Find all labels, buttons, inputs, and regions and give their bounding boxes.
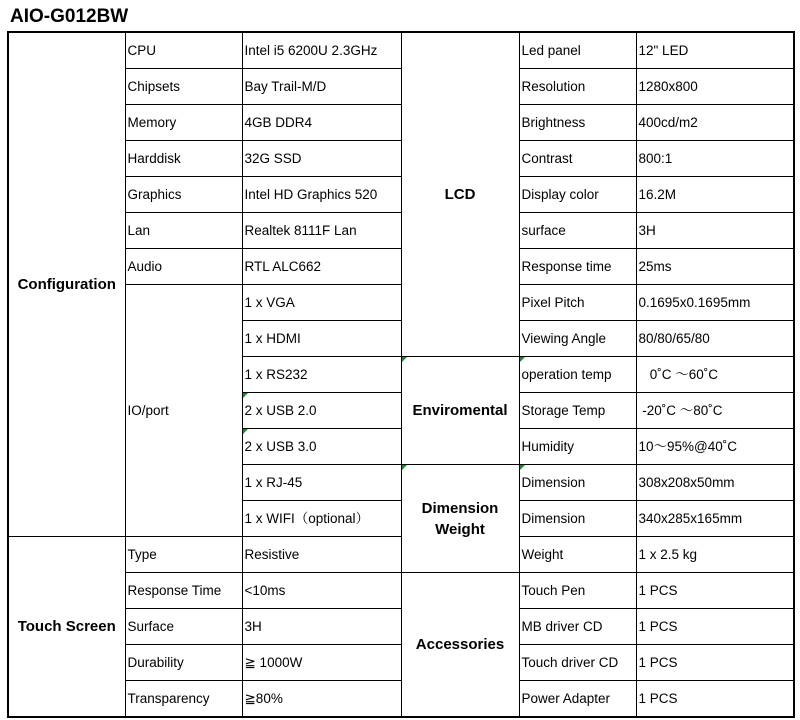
spec-label-surface: Surface <box>125 609 242 645</box>
spec-label-type: Type <box>125 537 242 573</box>
spec-label-power-adapter: Power Adapter <box>519 681 636 718</box>
spec-label-storage-temp: Storage Temp <box>519 393 636 429</box>
spec-value-memory: 4GB DDR4 <box>242 105 401 141</box>
product-title: AIO-G012BW <box>10 6 129 27</box>
spec-value-response-time: <10ms <box>242 573 401 609</box>
spec-value-graphics: Intel HD Graphics 520 <box>242 177 401 213</box>
spec-label-transparency: Transparency <box>125 681 242 718</box>
spec-label-touch-driver-cd: Touch driver CD <box>519 645 636 681</box>
group-dimension-weight: Dimension Weight <box>401 465 519 573</box>
spec-value-io-wifi: 1 x WIFI（optional） <box>242 501 401 537</box>
spec-label-harddisk: Harddisk <box>125 141 242 177</box>
spec-value-io-usb3: 2 x USB 3.0 <box>242 429 401 465</box>
spec-value-lan: Realtek 8111F Lan <box>242 213 401 249</box>
spec-value-resolution: 1280x800 <box>636 69 794 105</box>
spec-label-contrast: Contrast <box>519 141 636 177</box>
spec-value-response-time-lcd: 25ms <box>636 249 794 285</box>
table-row <box>8 32 794 69</box>
spec-value-storage-temp: -20˚C ～80˚C <box>636 393 794 429</box>
spec-value-io-usb2: 2 x USB 2.0 <box>242 393 401 429</box>
spec-label-chipsets: Chipsets <box>125 69 242 105</box>
spec-value-durability: ≧ 1000W <box>242 645 401 681</box>
group-configuration: Configuration <box>8 32 125 537</box>
spec-label-led-panel: Led panel <box>519 32 636 69</box>
spec-label-surface-lcd: surface <box>519 213 636 249</box>
group-touch-screen: Touch Screen <box>8 537 125 718</box>
spec-value-brightness: 400cd/m2 <box>636 105 794 141</box>
spec-value-cpu: Intel i5 6200U 2.3GHz <box>242 32 401 69</box>
spec-label-response-time-lcd: Response time <box>519 249 636 285</box>
spec-value-io-hdmi: 1 x HDMI <box>242 321 401 357</box>
spec-value-display-color: 16.2M <box>636 177 794 213</box>
spec-label-lan: Lan <box>125 213 242 249</box>
spec-value-viewing-angle: 80/80/65/80 <box>636 321 794 357</box>
spec-label-response-time: Response Time <box>125 573 242 609</box>
spec-value-touch-driver-cd: 1 PCS <box>636 645 794 681</box>
spec-label-mb-driver-cd: MB driver CD <box>519 609 636 645</box>
spec-value-io-rj45: 1 x RJ-45 <box>242 465 401 501</box>
spec-label-cpu: CPU <box>125 32 242 69</box>
spec-value-surface: 3H <box>242 609 401 645</box>
spec-value-pixel-pitch: 0.1695x0.1695mm <box>636 285 794 321</box>
spec-value-chipsets: Bay Trail-M/D <box>242 69 401 105</box>
spec-label-pixel-pitch: Pixel Pitch <box>519 285 636 321</box>
spec-value-io-vga: 1 x VGA <box>242 285 401 321</box>
spec-value-led-panel: 12" LED <box>636 32 794 69</box>
spec-label-dimension-1: Dimension <box>519 465 636 501</box>
spec-label-io-port: IO/port <box>125 285 242 537</box>
spec-label-humidity: Humidity <box>519 429 636 465</box>
spec-value-type: Resistive <box>242 537 401 573</box>
spec-label-audio: Audio <box>125 249 242 285</box>
spec-value-power-adapter: 1 PCS <box>636 681 794 718</box>
spec-label-memory: Memory <box>125 105 242 141</box>
spec-label-graphics: Graphics <box>125 177 242 213</box>
group-environmental: Enviromental <box>401 357 519 465</box>
spec-value-audio: RTL ALC662 <box>242 249 401 285</box>
spec-value-operation-temp: 0˚C ～60˚C <box>636 357 794 393</box>
spec-label-resolution: Resolution <box>519 69 636 105</box>
spec-table <box>7 31 795 718</box>
group-accessories: Accessories <box>401 573 519 718</box>
spec-value-harddisk: 32G SSD <box>242 141 401 177</box>
spec-label-dimension-2: Dimension <box>519 501 636 537</box>
spec-value-touch-pen: 1 PCS <box>636 573 794 609</box>
spec-value-dimension-1: 308x208x50mm <box>636 465 794 501</box>
spec-value-transparency: ≧80% <box>242 681 401 718</box>
table-row <box>8 573 794 609</box>
spec-label-operation-temp: operation temp <box>519 357 636 393</box>
spec-value-weight: 1 x 2.5 kg <box>636 537 794 573</box>
spec-label-durability: Durability <box>125 645 242 681</box>
spec-label-display-color: Display color <box>519 177 636 213</box>
spec-value-humidity: 10～95%@40˚C <box>636 429 794 465</box>
spec-value-mb-driver-cd: 1 PCS <box>636 609 794 645</box>
group-lcd: LCD <box>401 32 519 357</box>
spec-label-weight: Weight <box>519 537 636 573</box>
spec-label-touch-pen: Touch Pen <box>519 573 636 609</box>
spec-value-io-rs232: 1 x RS232 <box>242 357 401 393</box>
spec-label-viewing-angle: Viewing Angle <box>519 321 636 357</box>
spec-label-brightness: Brightness <box>519 105 636 141</box>
spec-value-surface-lcd: 3H <box>636 213 794 249</box>
spec-value-contrast: 800:1 <box>636 141 794 177</box>
spec-value-dimension-2: 340x285x165mm <box>636 501 794 537</box>
